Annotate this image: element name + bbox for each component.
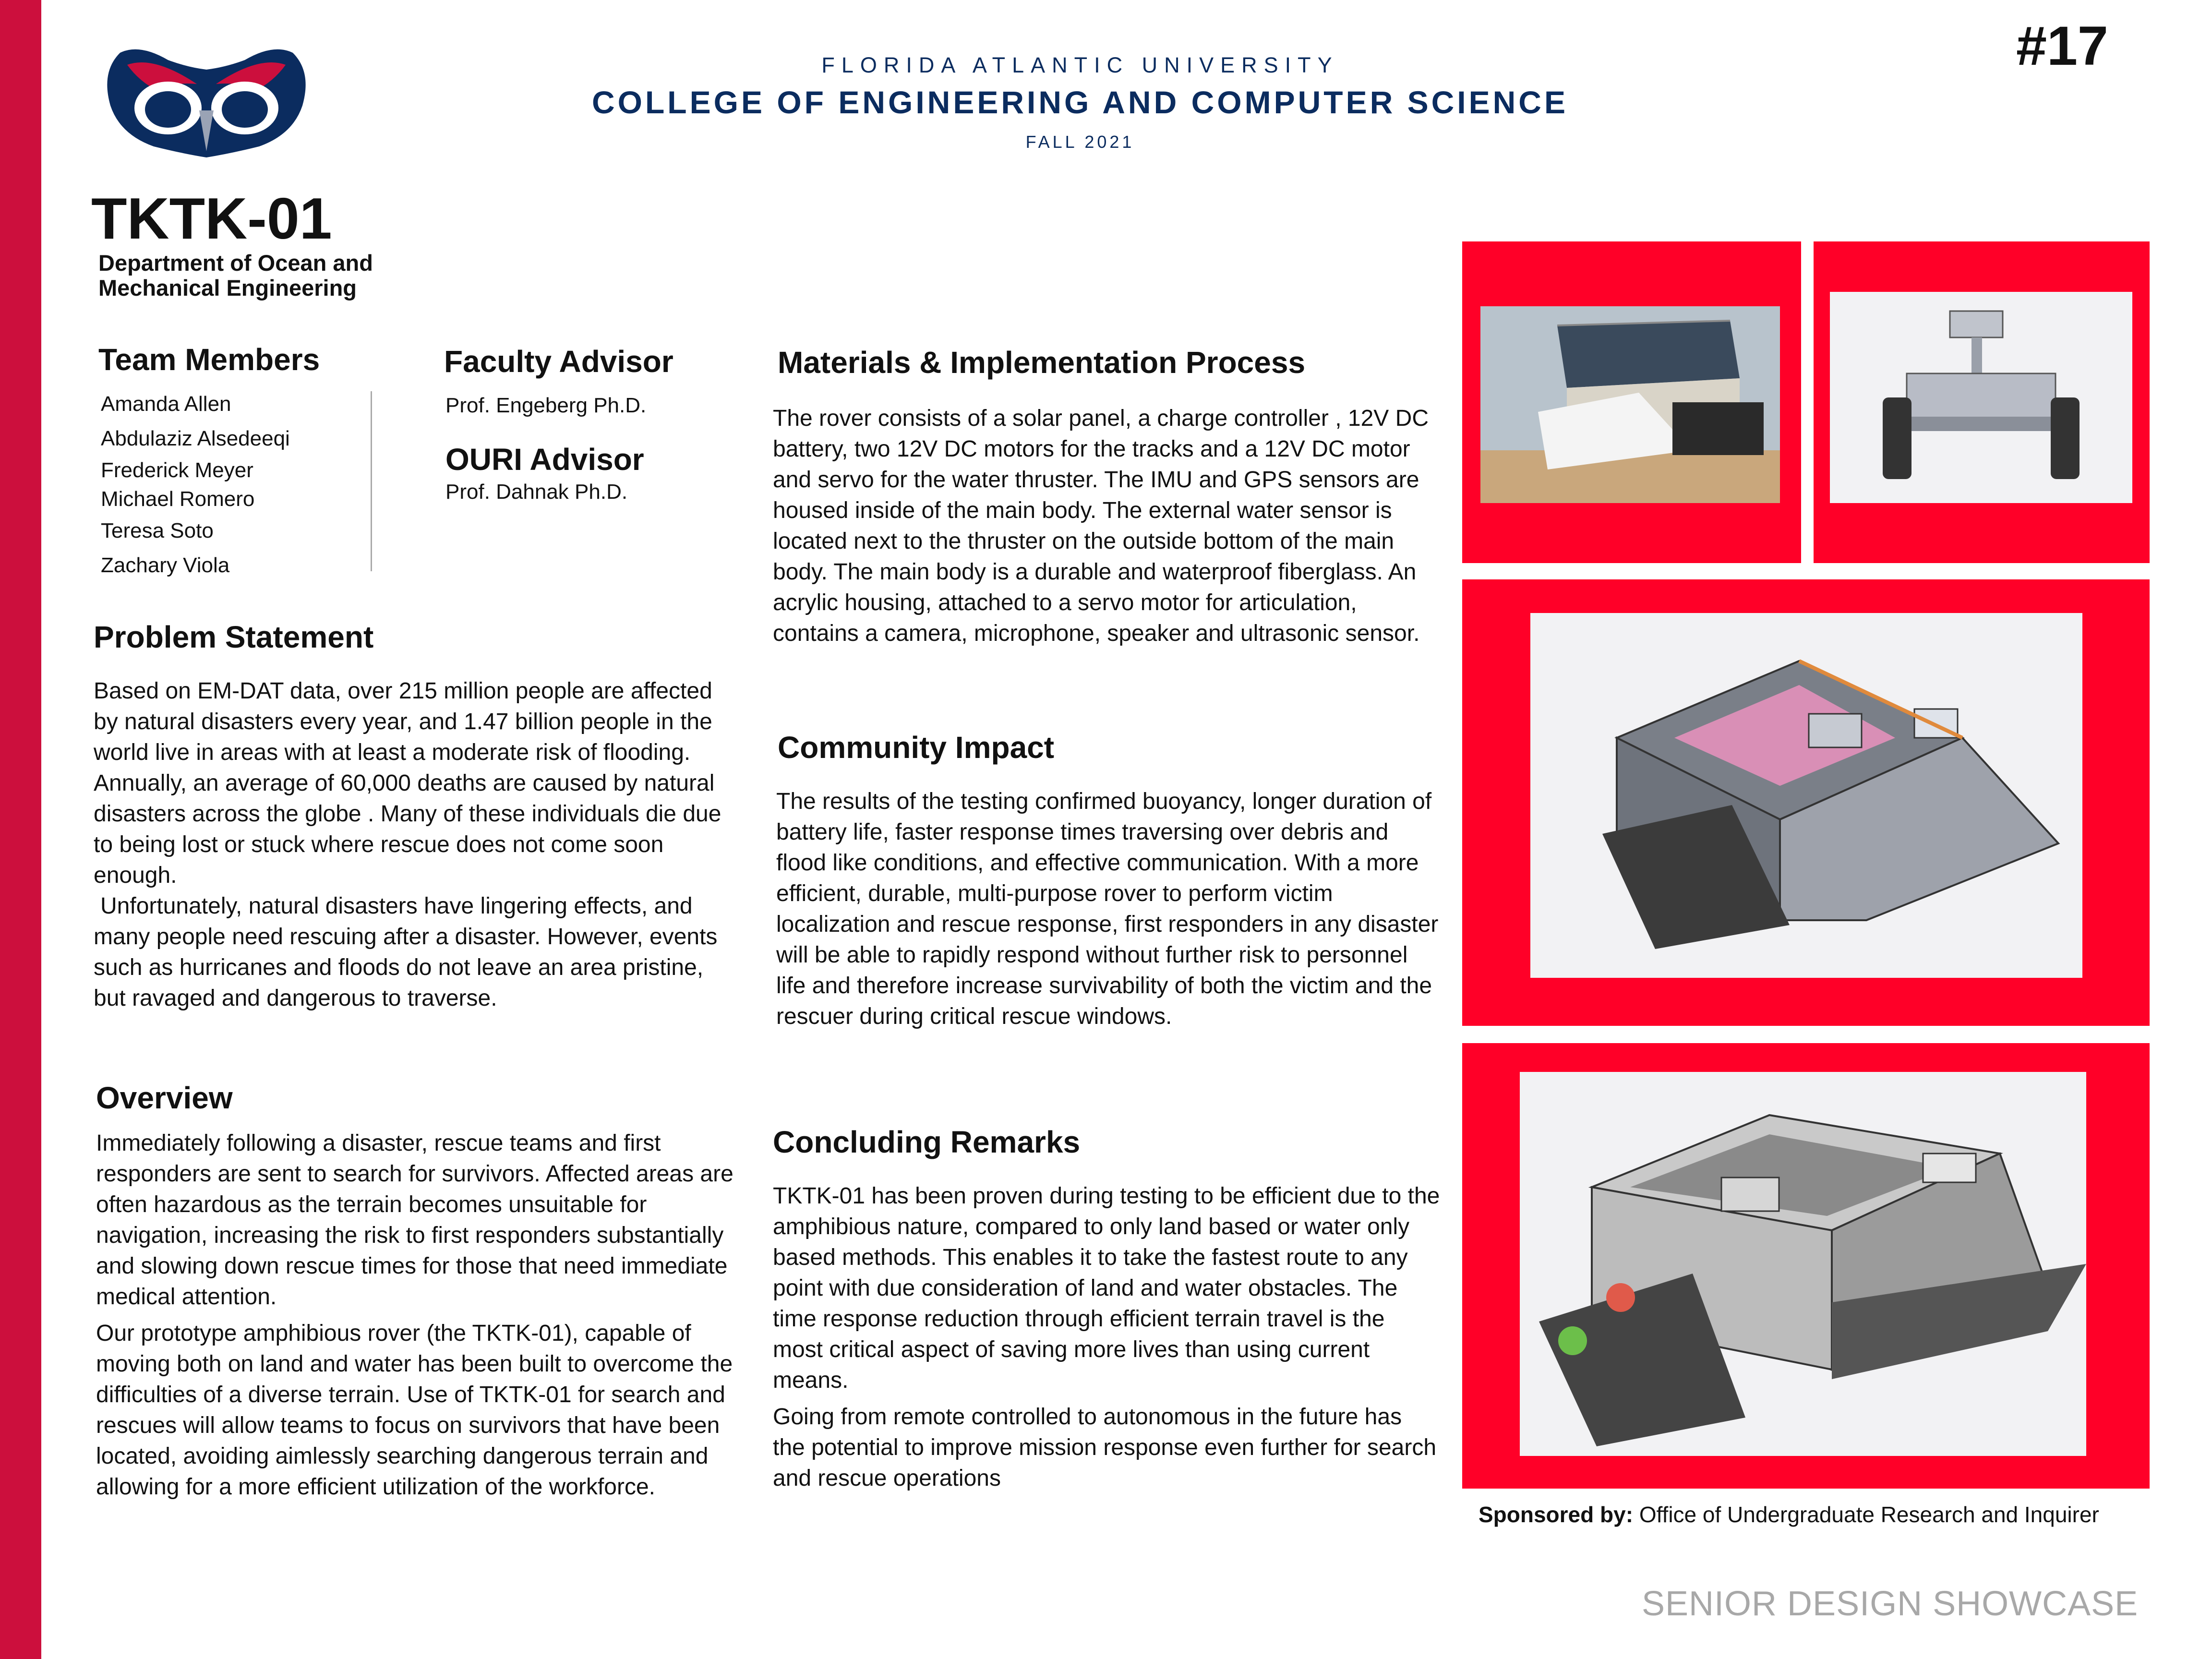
poster-number: #17	[2016, 15, 2108, 77]
fau-owl-logo	[101, 38, 312, 158]
team-member: Zachary Viola	[101, 553, 230, 577]
photo-panel-3	[1462, 579, 2150, 1026]
term-label: FALL 2021	[1025, 132, 1135, 152]
ouri-heading: OURI Advisor	[445, 442, 644, 477]
sponsor-name: Office of Undergraduate Research and Inquirer	[1639, 1502, 2099, 1527]
problem-paragraph: Unfortunately, natural disasters have lingering effects, and many people need rescuing after a disaster. However, events such as hurricanes and floods do not leave an area pristine, but ravaged and dangerous to traverse.	[94, 893, 718, 1011]
department-line-2: Mechanical Engineering	[98, 275, 357, 301]
conclusion-heading: Concluding Remarks	[773, 1125, 1081, 1159]
rover-cad-front-view	[1830, 292, 2132, 503]
overview-heading: Overview	[96, 1081, 233, 1115]
faculty-heading: Faculty Advisor	[444, 344, 673, 379]
problem-paragraph: Based on EM-DAT data, over 215 million people are affected by natural disasters every year, and 1.47 billion people in the world live in areas with at least a moderate risk of flooding. Annually, an average of 60,000 deaths are caused by natural disasters across the globe . Many of these individuals die due to being lost or stuck where rescue does not come soon enough.	[94, 678, 721, 888]
conclusion-text	[773, 1181, 1440, 1494]
footer-showcase-label: SENIOR DESIGN SHOWCASE	[1642, 1585, 2139, 1623]
faculty-name: Prof. Engeberg Ph.D.	[445, 394, 647, 417]
project-title: TKTK-01	[91, 186, 332, 251]
team-member: Abdulaziz Alsedeeqi	[101, 427, 290, 450]
rover-prototype-photo	[1480, 306, 1780, 503]
team-list	[101, 387, 370, 583]
impact-text: The results of the testing confirmed buoyancy, longer duration of battery life, faster response times traversing over debris and flood like conditions, and effective communication. With a more efficient, durable, multi-purpose rover to perform victim localization and rescue response, first responders in any disaster will be able to rapidly respond without further risk to personnel life and therefore increase survivability of both the victim and the rescuer during critical rescue windows.	[776, 789, 1439, 1029]
team-heading: Team Members	[98, 342, 320, 377]
photo-panel-1	[1462, 241, 1801, 563]
left-accent-bar	[0, 0, 41, 1659]
college-name: COLLEGE OF ENGINEERING AND COMPUTER SCIENCE	[591, 84, 1568, 120]
team-member: Michael Romero	[101, 487, 255, 511]
materials-heading: Materials & Implementation Process	[778, 345, 1306, 380]
rover-cad-isometric-top	[1530, 613, 2082, 978]
problem-heading: Problem Statement	[94, 620, 374, 654]
team-member: Teresa Soto	[101, 519, 214, 542]
team-divider	[371, 391, 372, 571]
overview-text	[96, 1128, 739, 1503]
impact-heading: Community Impact	[778, 730, 1055, 765]
materials-text: The rover consists of a solar panel, a charge controller , 12V DC battery, two 12V DC motors for the tracks and a 12V DC motor and servo for the water thruster. The IMU and GPS sensors are housed inside of the main body. The external water sensor is located next to the thruster on the outside bottom of the main body. The main body is a durable and waterproof fiberglass. An acrylic housing, attached to a servo motor for articulation, contains a camera, microphone, speaker and ultrasonic sensor.	[773, 406, 1429, 646]
university-name: FLORIDA ATLANTIC UNIVERSITY	[821, 53, 1339, 77]
department	[98, 251, 434, 301]
rover-cad-isometric-render	[1520, 1072, 2086, 1456]
overview-paragraph: Our prototype amphibious rover (the TKTK-01), capable of moving both on land and water has been built to overcome the difficulties of a diverse terrain. Use of TKTK-01 for search and rescues will allow teams to focus on survivors that have been located, avoiding aimlessly searching dangerous terrain and allowing for a more efficient utilization of the workforce.	[96, 1321, 733, 1500]
sponsor-line	[1479, 1502, 2099, 1527]
photo-panel-2	[1814, 241, 2150, 563]
photo-panel-4	[1462, 1043, 2150, 1489]
conclusion-paragraph: Going from remote controlled to autonomous in the future has the potential to improve mission response even further for search and rescue operations	[773, 1404, 1437, 1491]
team-member: Amanda Allen	[101, 392, 231, 416]
team-member: Frederick Meyer	[101, 458, 253, 482]
overview-paragraph: Immediately following a disaster, rescue teams and first responders are sent to search for survivors. Affected areas are often hazardous as the terrain becomes unsuitable for navigation, increasing the risk to first responders substantially and slowing down rescue times for those that need immediate medical attention.	[96, 1130, 733, 1310]
ouri-name: Prof. Dahnak Ph.D.	[445, 480, 628, 504]
sponsor-label: Sponsored by:	[1479, 1502, 1634, 1527]
problem-text	[94, 676, 737, 1014]
conclusion-paragraph: TKTK-01 has been proven during testing to be efficient due to the amphibious nature, compared to only land based or water only based methods. This enables it to take the fastest route to any point with due consideration of land and water obstacles. The time response reduction through efficient terrain travel is the most critical aspect of saving more lives than using current means.	[773, 1183, 1440, 1393]
department-line-1: Department of Ocean and	[98, 250, 373, 276]
